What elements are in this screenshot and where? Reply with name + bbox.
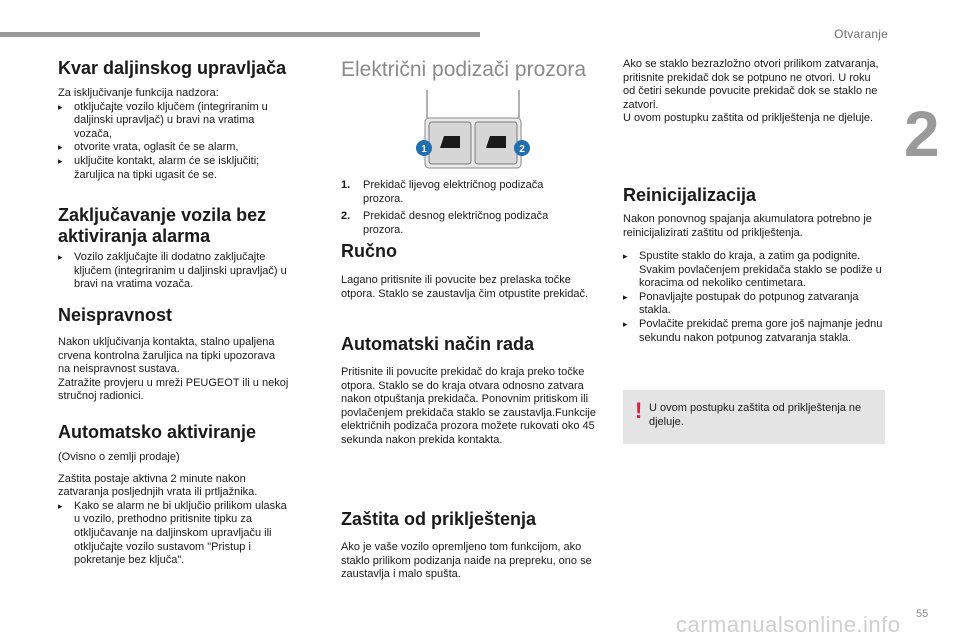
list-item: ▸ Kako se alarm ne bi uključio prilikom ulaska u vozilo, prethodno pritisnite tipku za otključavanje na daljinskom upravljaču ili otključajte vozilo sustavom "Pristup i pokretanje bez ključa". xyxy=(58,499,287,567)
list-item: ▸ otvorite vrata, oglasit će se alarm, xyxy=(58,141,239,154)
heading-zastita: Zaštita od priklještenja xyxy=(341,509,537,529)
top-text: Ako se staklo bezrazložno otvori prilikom zatvaranja, pritisnite prekidač dok se potpuno ne otvori. U roku od četiri sekunde povucite prekidač dok se staklo ne zatvori. xyxy=(623,58,879,111)
bullet-icon: ▸ xyxy=(58,155,63,166)
list-item: ▸ otključajte vozilo ključem (integriranim u daljinski upravljač) u bravi na vratima vozača, xyxy=(58,100,268,140)
rucno-text: Lagano pritisnite ili povucite bez prelaska točke otpora. Staklo se zaustavlja čim otpustite prekidač. xyxy=(341,274,589,300)
warning-icon: ! xyxy=(635,398,643,423)
heading-automatsko: Automatsko aktiviranje xyxy=(58,422,257,442)
bullet-icon: ▸ xyxy=(623,318,628,329)
bullet-icon: ▸ xyxy=(58,142,63,153)
zastita-text: Ako je vaše vozilo opremljeno tom funkcijom, ako staklo prilikom podizanja naiđe na prepreku, ono se zaustavlja i malo spušta. xyxy=(341,541,592,581)
callout-1-label: 1 xyxy=(421,144,427,155)
list-item: ▸ Spustite staklo do kraja, a zatim ga podignite. Svakim povlačenjem prekidača staklo se podiže u koracima od nekoliko centimetara. xyxy=(623,250,882,290)
automatski-text: Pritisnite ili povucite prekidač do kraja preko točke otpora. Staklo se do kraja otvara odnosno zatvara nakon otpuštanja prekidača. Ponovnim pritiskom ili povlačenjem prekidača staklo se zaustavlja.Funkcije električnih podizača prozora možete rukovati oko 45 sekunda nakon prekida kontakta. xyxy=(341,366,596,446)
page-number: 55 xyxy=(916,608,929,620)
heading-zakljucavanje: Zaključavanje vozila bez aktiviranja alarma xyxy=(58,205,267,246)
list-item: 1. Prekidač lijevog električnog podizača prozora. xyxy=(341,179,544,205)
automatsko-text: Zaštita postaje aktivna 2 minute nakon zatvaranja posljednjih vrata ili prtljažnika. xyxy=(58,472,258,499)
bullet-icon: ▸ xyxy=(58,101,63,112)
neispravnost-block xyxy=(58,336,290,404)
reinicijalizacija-list xyxy=(623,250,885,345)
heading-reinicijalizacija: Reinicijalizacija xyxy=(623,185,757,205)
warning-text: U ovom postupku zaštita od priklještenja ne djeluje. xyxy=(649,402,862,428)
list-item: ▸ uključite kontakt, alarm će se isključiti; žaruljica na tipki ugasit će se. xyxy=(58,154,260,181)
list-item: 2. Prekidač desnog električnog podizača prozora. xyxy=(341,210,549,236)
bullet-icon: ▸ xyxy=(58,252,63,262)
heading-neispravnost: Neispravnost xyxy=(58,305,173,325)
bullet-icon: ▸ xyxy=(623,251,628,261)
section-title: Otvaranje xyxy=(834,27,888,41)
list-item: ▸ Vozilo zaključajte ili dodatno zaključajte ključem (integriranim u daljinski upravljač) u bravi na vratima vozača. xyxy=(58,251,287,291)
switch-list xyxy=(341,179,581,237)
heading-automatski: Automatski način rada xyxy=(341,334,535,354)
kvar-intro: Za isključivanje funkcija nadzora: xyxy=(58,87,219,99)
automatsko-block xyxy=(58,451,290,568)
list-item: ▸ Povlačite prekidač prema gore još najmanje jednu sekundu nakon potpunog zatvaranja stakla. xyxy=(623,317,883,344)
automatsko-note: (Ovisno o zemlji prodaje) xyxy=(58,451,180,463)
watermark: carmanualsonline.info xyxy=(676,612,901,637)
header-bar xyxy=(0,32,480,37)
bullet-icon: ▸ xyxy=(623,291,628,302)
chapter-number: 2 xyxy=(904,98,940,170)
heading-kvar: Kvar daljinskog upravljača xyxy=(58,58,287,78)
list-item: ▸ Ponavljajte postupak do potpunog zatvaranja stakla. xyxy=(623,290,859,317)
top-text-2: U ovom postupku zaštita od priklještenja ne djeluje. xyxy=(623,112,874,125)
top-block xyxy=(623,58,885,126)
bullet-icon: ▸ xyxy=(58,500,63,511)
heading-rucno: Ručno xyxy=(341,241,397,261)
warning-box xyxy=(623,390,885,444)
heading-main: Električni podizači prozora xyxy=(341,58,587,81)
neispravnost-text: Nakon uključivanja kontakta, stalno upaljena crvena kontrolna žaruljica na tipki upozorava na neispravnost sustava. xyxy=(58,336,276,376)
window-switch-figure xyxy=(415,90,535,172)
reinicijalizacija-text: Nakon ponovnog spajanja akumulatora potrebno je reinicijalizirati zaštitu od priklještenja. xyxy=(623,213,872,239)
neispravnost-text-2: Zatražite provjeru u mreži PEUGEOT ili u nekoj stručnoj radionici. xyxy=(58,376,289,403)
callout-2-label: 2 xyxy=(519,144,525,155)
zakljucavanje-block xyxy=(58,251,290,292)
kvar-block xyxy=(58,87,290,182)
